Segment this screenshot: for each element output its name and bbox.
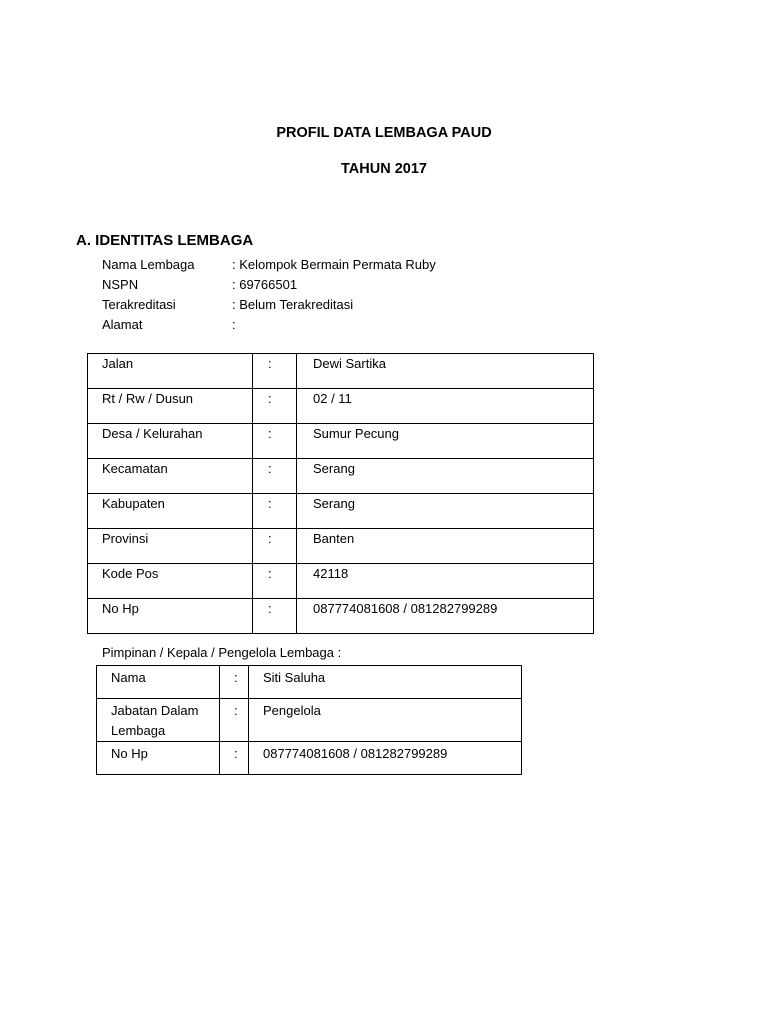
address-colon: : xyxy=(253,529,297,564)
table-row xyxy=(88,354,594,389)
leader-colon: : xyxy=(220,699,249,742)
address-label: Kabupaten xyxy=(88,494,253,529)
document-year: TAHUN 2017 xyxy=(341,161,427,177)
document-title: PROFIL DATA LEMBAGA PAUD xyxy=(276,125,492,141)
address-colon: : xyxy=(253,354,297,389)
leader-label: Nama xyxy=(97,666,220,699)
table-row xyxy=(88,389,594,424)
address-label: Kecamatan xyxy=(88,459,253,494)
address-colon: : xyxy=(253,424,297,459)
leader-colon: : xyxy=(220,666,249,699)
table-row xyxy=(88,529,594,564)
table-row xyxy=(97,742,522,775)
address-colon: : xyxy=(253,494,297,529)
leader-label: Jabatan Dalam Lembaga xyxy=(97,699,220,742)
leader-colon: : xyxy=(220,742,249,775)
address-label: Kode Pos xyxy=(88,564,253,599)
section-heading-identitas: A. IDENTITAS LEMBAGA xyxy=(76,232,254,249)
table-row xyxy=(88,459,594,494)
info-value: : xyxy=(232,317,236,332)
address-label: No Hp xyxy=(88,599,253,634)
info-value: : 69766501 xyxy=(232,277,298,292)
info-label: NSPN xyxy=(102,277,139,292)
table-row xyxy=(88,424,594,459)
address-value: 42118 xyxy=(297,564,594,599)
address-value: Serang xyxy=(297,494,594,529)
address-value: 087774081608 / 081282799289 xyxy=(297,599,594,634)
address-value: Sumur Pecung xyxy=(297,424,594,459)
leader-label: No Hp xyxy=(97,742,220,775)
leader-value: 087774081608 / 081282799289 xyxy=(249,742,522,775)
table-row xyxy=(88,494,594,529)
info-label: Nama Lembaga xyxy=(102,257,195,272)
table-row xyxy=(88,599,594,634)
address-table xyxy=(87,353,594,634)
address-value: Banten xyxy=(297,529,594,564)
leader-heading: Pimpinan / Kepala / Pengelola Lembaga : xyxy=(102,645,342,660)
info-value: : Belum Terakreditasi xyxy=(232,297,354,312)
address-value: Serang xyxy=(297,459,594,494)
address-value: 02 / 11 xyxy=(297,389,594,424)
address-colon: : xyxy=(253,599,297,634)
table-row xyxy=(88,564,594,599)
info-value: : Kelompok Bermain Permata Ruby xyxy=(232,257,436,272)
address-label: Desa / Kelurahan xyxy=(88,424,253,459)
address-colon: : xyxy=(253,389,297,424)
address-label: Rt / Rw / Dusun xyxy=(88,389,253,424)
info-label: Terakreditasi xyxy=(102,297,176,312)
address-value: Dewi Sartika xyxy=(297,354,594,389)
address-label: Provinsi xyxy=(88,529,253,564)
leader-value: Siti Saluha xyxy=(249,666,522,699)
leader-value: Pengelola xyxy=(249,699,522,742)
table-row xyxy=(97,666,522,699)
address-colon: : xyxy=(253,564,297,599)
address-label: Jalan xyxy=(88,354,253,389)
address-colon: : xyxy=(253,459,297,494)
table-row xyxy=(97,699,522,742)
leader-table xyxy=(96,665,522,775)
info-label: Alamat xyxy=(102,317,143,332)
